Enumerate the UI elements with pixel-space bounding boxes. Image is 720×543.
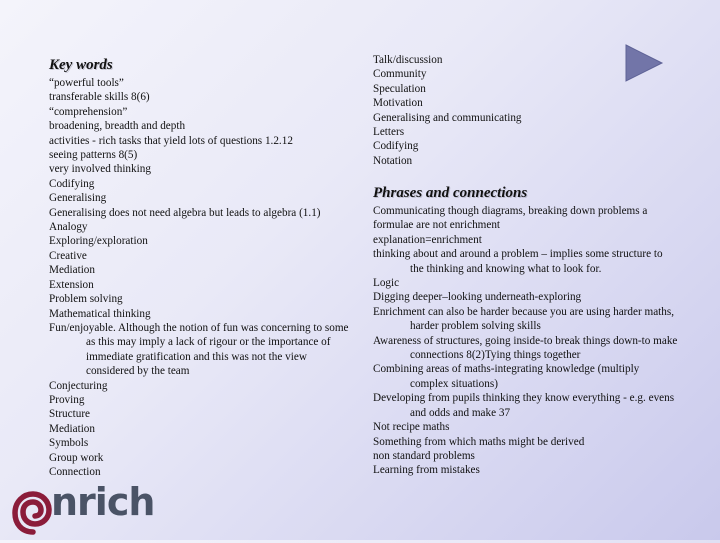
key-words-list	[49, 76, 354, 479]
list-item: Letters	[373, 126, 405, 139]
list-item: Conjecturing	[49, 379, 108, 392]
list-item: Enrichment can also be harder because you are using harder maths, harder problem solving skills	[373, 305, 675, 333]
key-words-column	[49, 55, 354, 479]
list-item: Symbols	[49, 437, 89, 450]
list-item: Notation	[373, 154, 413, 167]
list-item: explanation=enrichment	[373, 233, 482, 246]
list-item: Learning from mistakes	[373, 464, 480, 477]
list-item: Logic	[373, 277, 400, 290]
list-item: Something from which maths might be derived	[373, 435, 585, 448]
list-item: Structure	[49, 408, 91, 421]
list-item: formulae are not enrichment	[373, 219, 501, 232]
list-item: Problem solving	[49, 293, 123, 306]
list-item: Awareness of structures, going inside-to break things down-to make connections 8(2)Tying things together	[373, 334, 678, 362]
key-words-heading: Key words	[49, 57, 113, 73]
list-item: Generalising and communicating	[373, 111, 522, 124]
list-item: Proving	[49, 393, 85, 406]
nrich-spiral-icon	[12, 484, 54, 538]
list-item: Exploring/exploration	[49, 235, 148, 248]
list-item: very involved thinking	[49, 163, 151, 176]
list-item: Speculation	[373, 82, 426, 95]
list-item: Connection	[49, 465, 101, 478]
list-item: broadening, breadth and depth	[49, 120, 186, 133]
list-item: Talk/discussion	[373, 54, 443, 66]
list-item: Generalising	[49, 192, 107, 205]
list-item: Generalising does not need algebra but leads to algebra (1.1)	[49, 206, 321, 219]
list-item: Analogy	[49, 221, 88, 234]
list-item: activities - rich tasks that yield lots of questions 1.2.12	[49, 134, 293, 147]
list-item: Combining areas of maths-integrating knowledge (multiply complex situations)	[373, 363, 640, 390]
list-item: Community	[373, 68, 427, 81]
list-item: Developing from pupils thinking they know everything - e.g. evens and odds and make 37	[373, 392, 675, 419]
list-item: Mediation	[49, 422, 95, 435]
list-item: Fun/enjoyable. Although the notion of fun was concerning to some as this may imply a lack of rigour or the importance of immediate gratification and this was not the view considered by the team	[49, 321, 349, 378]
key-words-continued-column	[373, 53, 673, 168]
phrases-list	[373, 204, 678, 478]
list-item: non standard problems	[373, 449, 475, 462]
list-item: Communicating though diagrams, breaking down problems a	[373, 205, 648, 217]
key-words-continued-list	[373, 53, 673, 168]
list-item: Group work	[49, 451, 104, 464]
list-item: seeing patterns 8(5)	[49, 149, 138, 162]
list-item: Codifying	[49, 177, 95, 190]
list-item: Motivation	[373, 97, 423, 110]
list-item: “powerful tools”	[49, 77, 124, 89]
list-item: Mathematical thinking	[49, 307, 151, 320]
list-item: Mediation	[49, 264, 95, 277]
list-item: Not recipe maths	[373, 421, 450, 434]
list-item: thinking about and around a problem – implies some structure to the thinking and knowing what to look for.	[373, 248, 663, 275]
nrich-logo	[12, 480, 155, 538]
list-item: Creative	[49, 249, 87, 262]
list-item: Codifying	[373, 140, 419, 153]
nrich-logo-text: nrich	[51, 480, 155, 524]
phrases-heading: Phrases and connections	[373, 185, 528, 201]
list-item: transferable skills 8(6)	[49, 91, 150, 104]
list-item: Digging deeper–looking underneath-exploring	[373, 291, 582, 304]
list-item: “comprehension”	[49, 105, 128, 118]
list-item: Extension	[49, 278, 94, 291]
phrases-column	[373, 183, 678, 478]
